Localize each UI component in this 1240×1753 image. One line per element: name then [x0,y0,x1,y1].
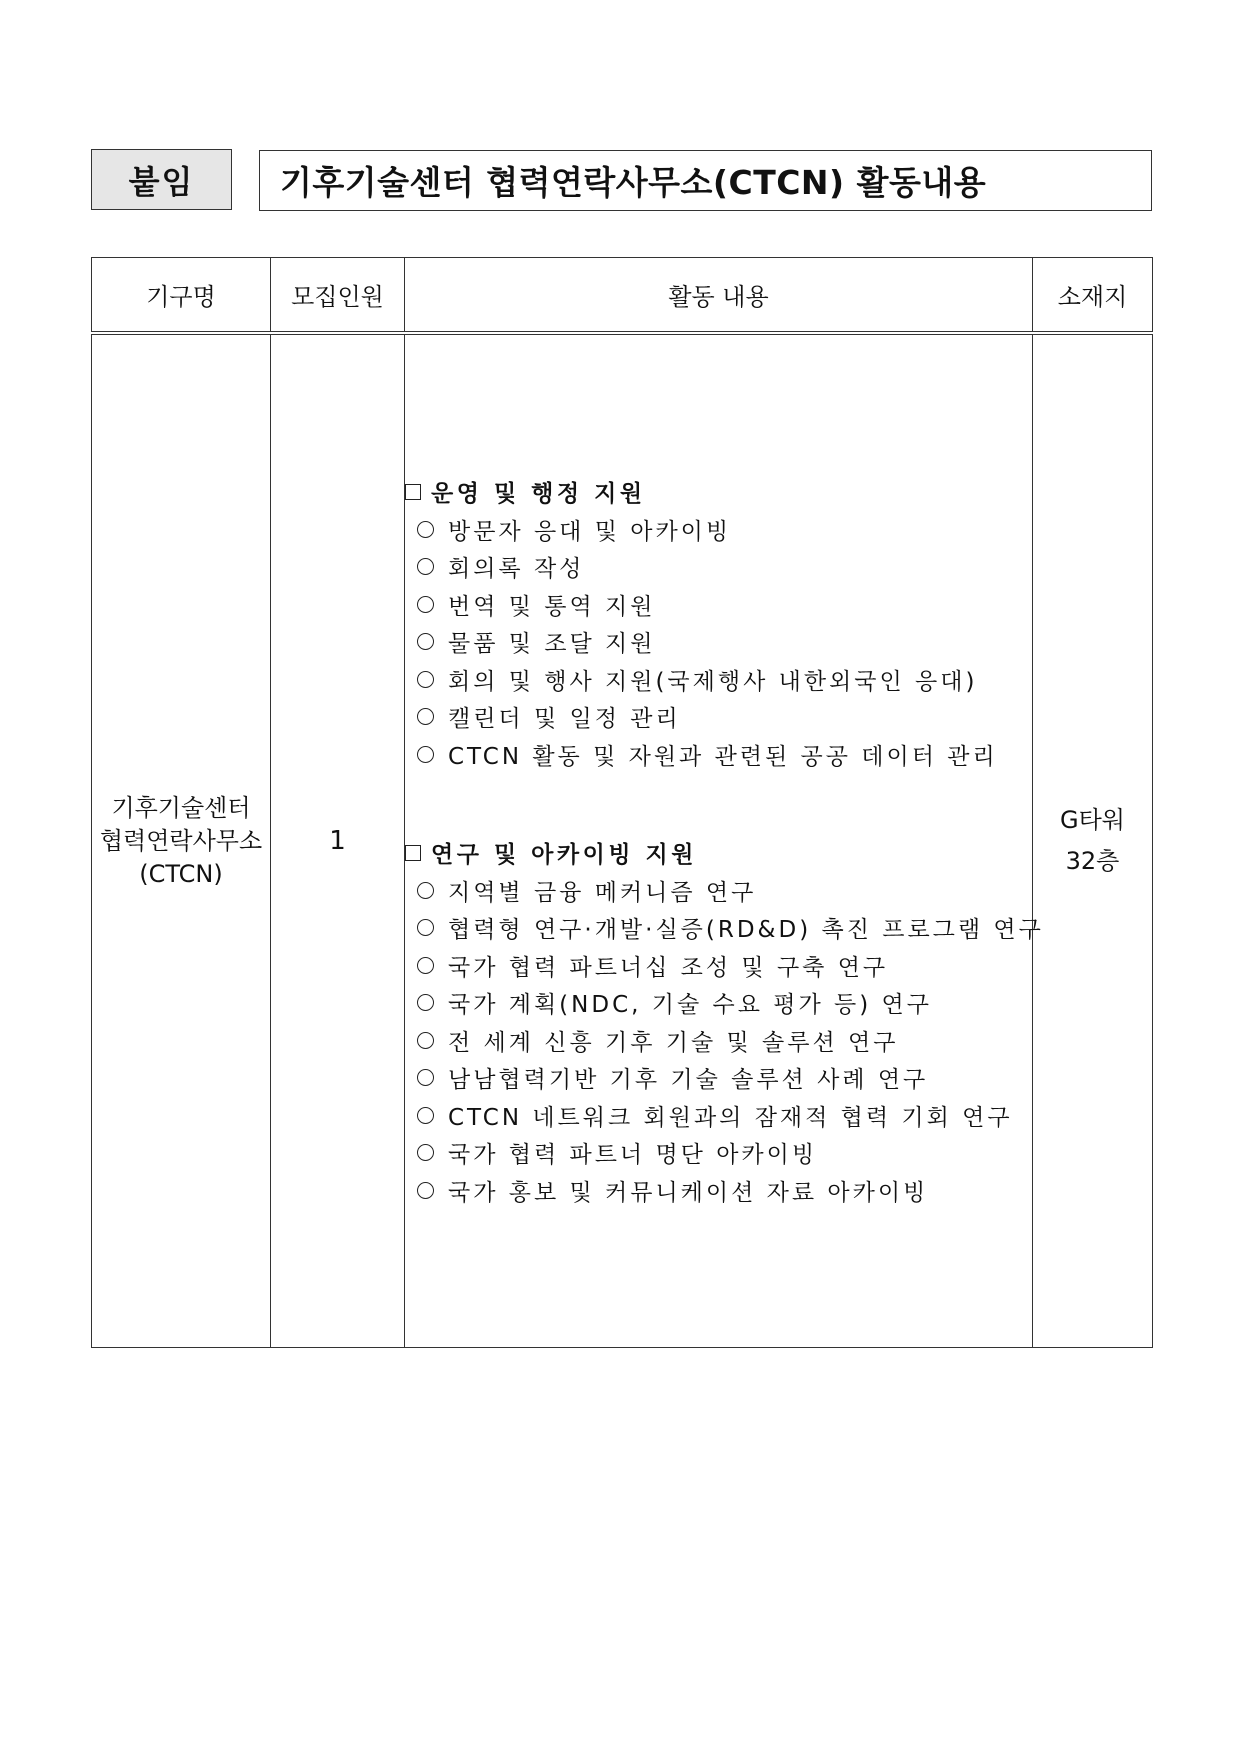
table-row [92,333,1153,1348]
list-item: 방문자 응대 및 아카이빙 [405,511,1032,549]
list-item: 캘린더 및 일정 관리 [405,698,1032,736]
list-item: 물품 및 조달 지원 [405,623,1032,661]
list-item: 국가 계획(NDC, 기술 수요 평가 등) 연구 [405,984,1032,1022]
square-icon [405,845,421,861]
activity-section [405,834,1044,1209]
circle-icon [417,596,434,613]
circle-icon [417,882,434,899]
org-name-line: 기후기술센터 [111,793,251,822]
list-item: 회의록 작성 [405,548,1032,586]
circle-icon [417,1032,434,1049]
recruit-count: 1 [329,826,346,856]
location-line: 32층 [1065,847,1120,875]
list-item: 남남협력기반 기후 기술 솔루션 사례 연구 [405,1059,1032,1097]
activity-table [91,257,1153,1348]
circle-icon [417,1107,434,1124]
circle-icon [417,633,434,650]
table-header-row [92,258,1153,334]
list-item: CTCN 활동 및 자원과 관련된 공공 데이터 관리 [405,736,1032,774]
circle-icon [417,994,434,1011]
recruit-count-cell [271,333,405,1348]
org-name-line: (CTCN) [139,859,223,888]
circle-icon [417,708,434,725]
list-item: 전 세계 신흥 기후 기술 및 솔루션 연구 [405,1022,1032,1060]
list-item: 번역 및 통역 지원 [405,586,1032,624]
square-icon [405,484,421,500]
list-item: 국가 협력 파트너십 조성 및 구축 연구 [405,947,1032,985]
org-name-line: 협력연락사무소 [99,826,263,855]
circle-icon [417,957,434,974]
column-header-activities: 활동 내용 [405,258,1033,334]
attachment-label: 붙임 [91,149,232,210]
document-title: 기후기술센터 협력연락사무소(CTCN) 활동내용 [259,150,1152,211]
circle-icon [417,919,434,936]
circle-icon [417,521,434,538]
list-item: 지역별 금융 메커니즘 연구 [405,872,1032,910]
org-name-cell [92,333,271,1348]
activity-section [405,473,1032,773]
section-title: 운영 및 행정 지원 [431,481,646,508]
list-item: 협력형 연구·개발·실증(RD&D) 촉진 프로그램 연구 [405,909,1032,947]
list-item: 국가 홍보 및 커뮤니케이션 자료 아카이빙 [405,1172,1032,1210]
circle-icon [417,1144,434,1161]
location-cell [1033,333,1153,1348]
list-item: 국가 협력 파트너 명단 아카이빙 [405,1134,1032,1172]
circle-icon [417,558,434,575]
circle-icon [417,1182,434,1199]
column-header-count: 모집인원 [271,258,405,334]
circle-icon [417,1069,434,1086]
column-header-org: 기구명 [92,258,271,334]
list-item: 회의 및 행사 지원(국제행사 내한외국인 응대) [405,661,1032,699]
location-line: G타워 [1060,806,1125,834]
column-header-location: 소재지 [1033,258,1153,334]
circle-icon [417,746,434,763]
circle-icon [417,671,434,688]
list-item: CTCN 네트워크 회원과의 잠재적 협력 기회 연구 [405,1097,1032,1135]
section-title: 연구 및 아카이빙 지원 [431,842,697,869]
activities-cell [405,333,1044,1348]
